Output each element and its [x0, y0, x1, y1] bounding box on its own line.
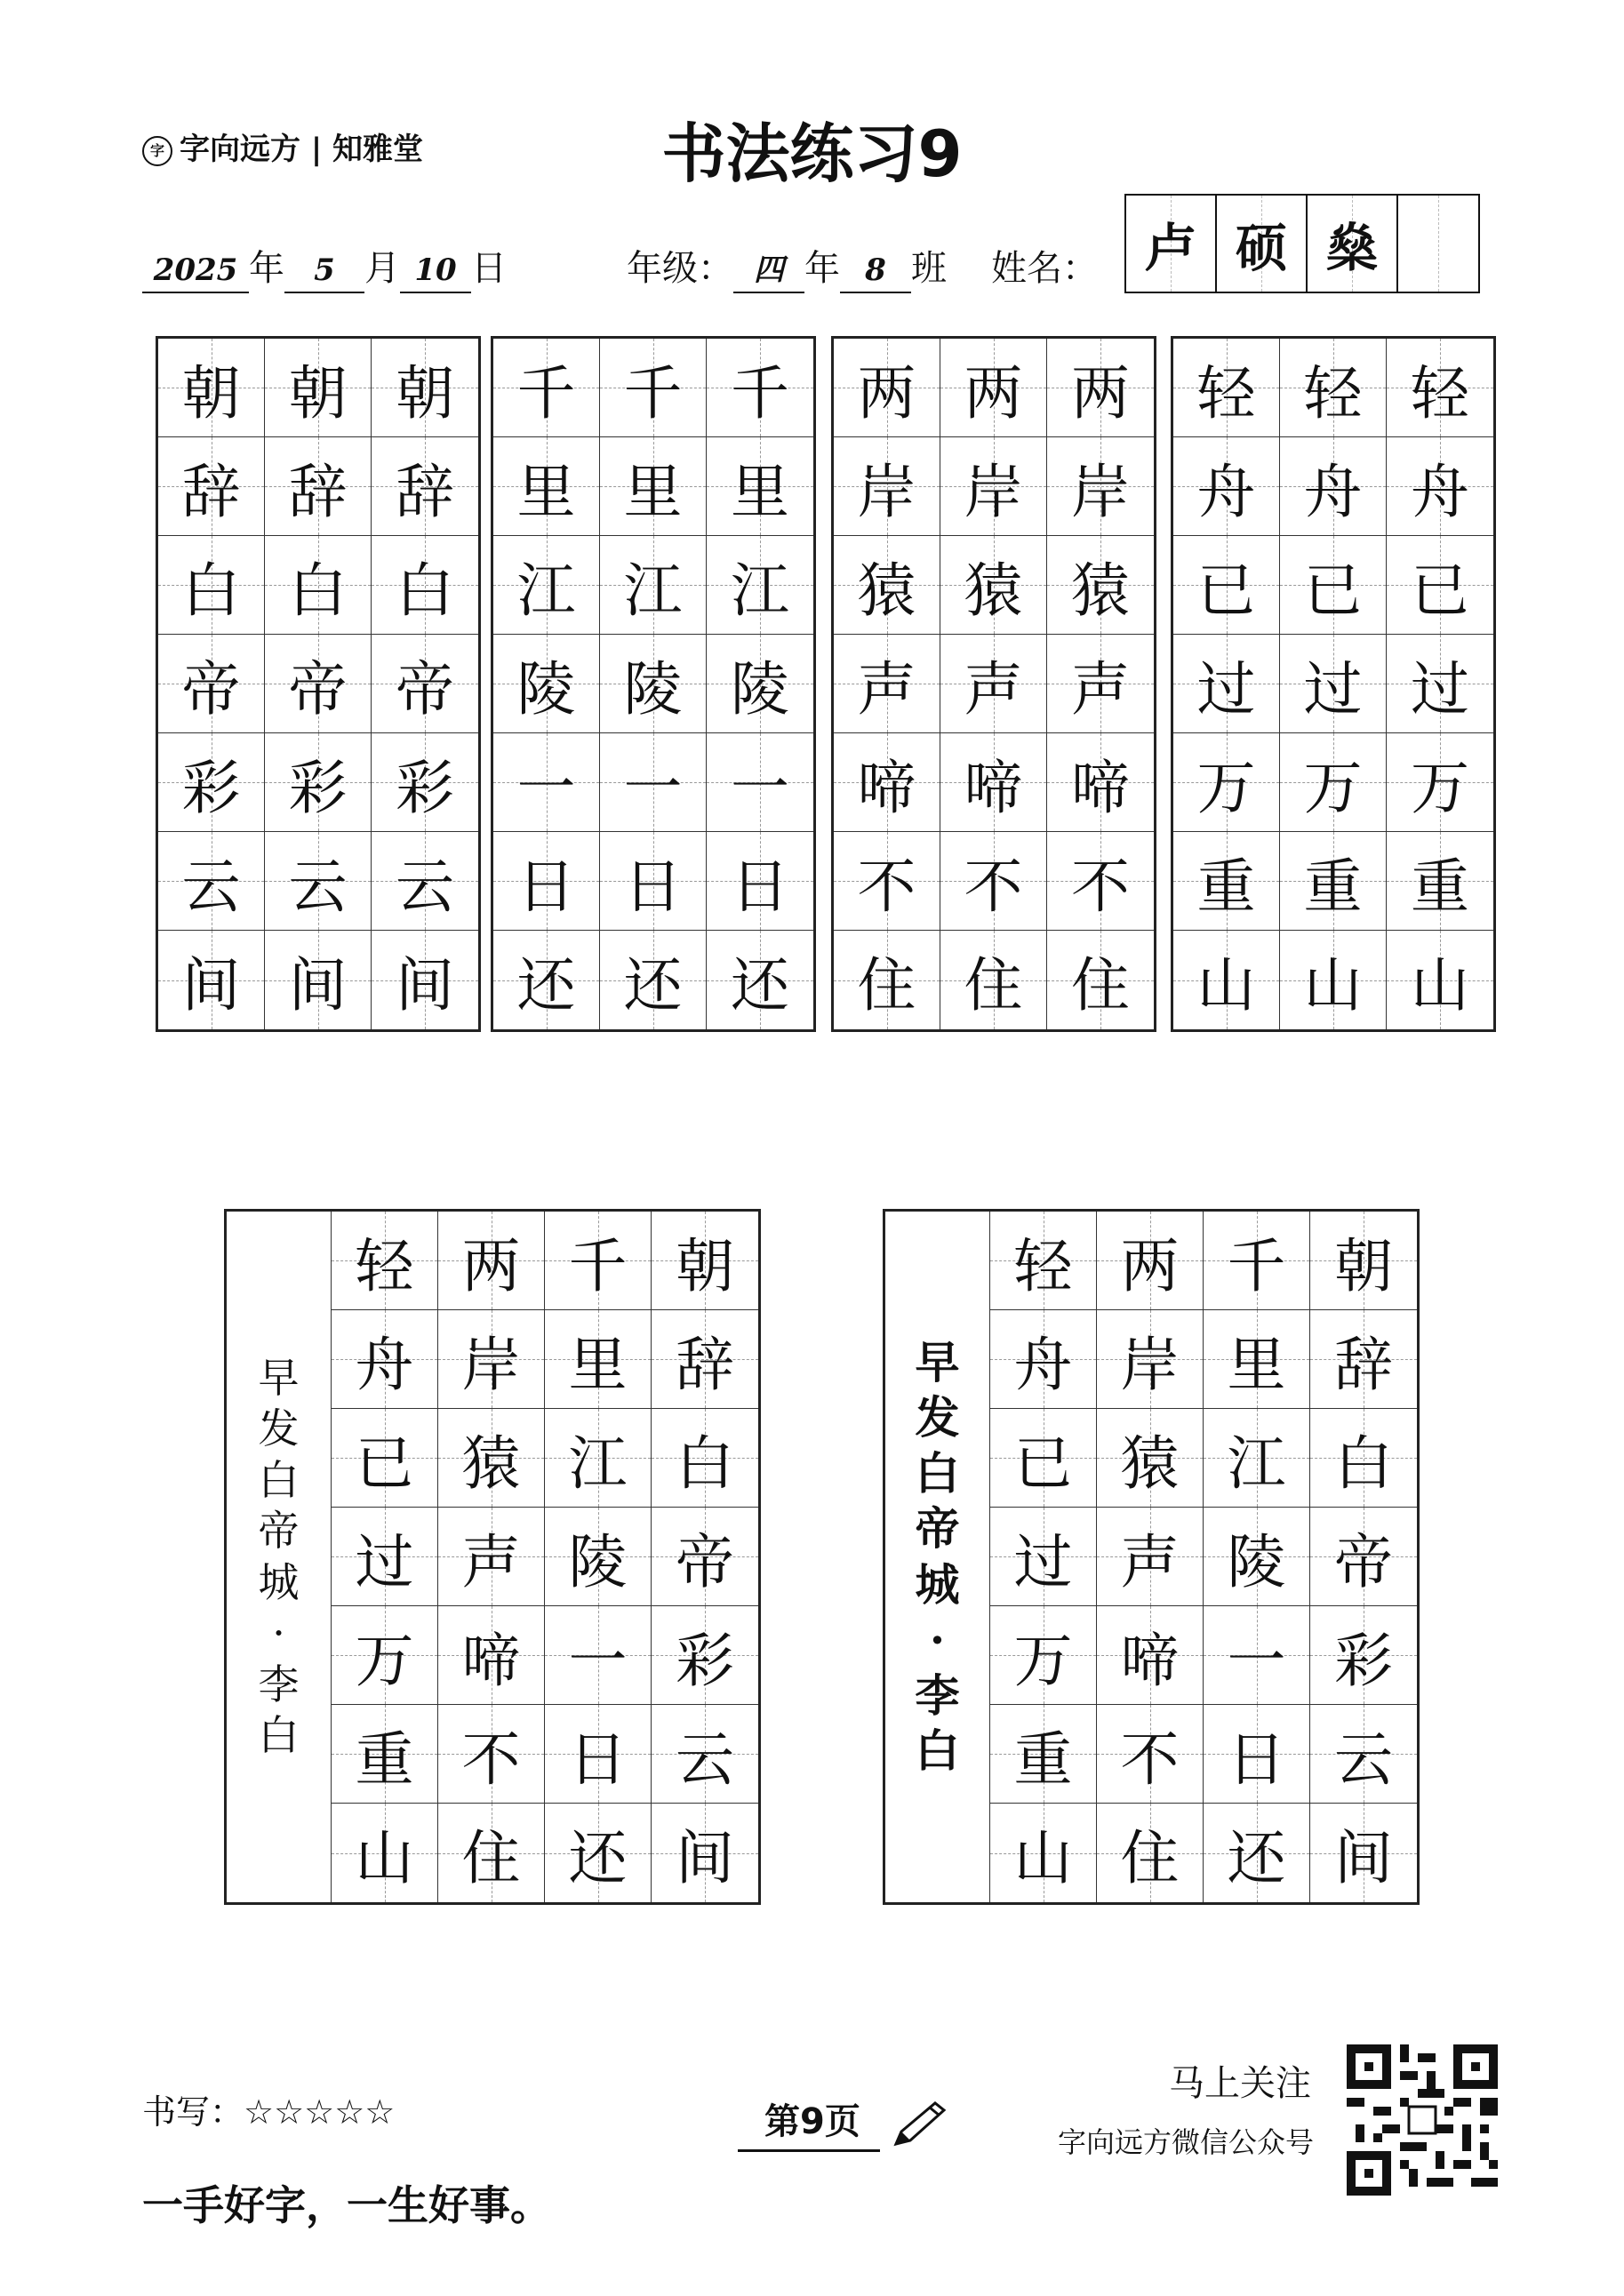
poem-cell: 一 [1204, 1606, 1310, 1705]
practice-cell: 过 [1173, 635, 1280, 733]
brand-text: 字向远方 | 知雅堂 [180, 132, 424, 167]
poem-cell: 啼 [438, 1606, 545, 1705]
practice-cell: 江 [600, 536, 707, 635]
poem-cell: 江 [545, 1409, 652, 1508]
practice-cell: 日 [600, 832, 707, 931]
poem-cell: 帝 [652, 1508, 758, 1606]
poem-cell: 声 [1097, 1508, 1204, 1606]
practice-cell: 千 [493, 339, 600, 437]
poem-block [224, 1209, 761, 1905]
poem-cell: 已 [332, 1409, 438, 1508]
poem-title-char: 白 [258, 1455, 300, 1504]
day-label: 日 [471, 248, 507, 289]
poem-cell: 陵 [1204, 1508, 1310, 1606]
poem-cell: 岸 [1097, 1310, 1204, 1409]
poem-cell: 啼 [1097, 1606, 1204, 1705]
poem-cell: 轻 [990, 1212, 1097, 1310]
poem-title-char: 白 [258, 1711, 300, 1759]
name-char: 硕 [1217, 196, 1308, 292]
poem-title-char: 帝 [915, 1502, 960, 1555]
practice-cell: 重 [1173, 832, 1280, 931]
practice-cell: 日 [707, 832, 813, 931]
poem-cell: 江 [1204, 1409, 1310, 1508]
practice-cell: 万 [1387, 733, 1493, 832]
practice-cell: 千 [707, 339, 813, 437]
rating-label: 书写： [142, 2092, 244, 2132]
practice-cell: 万 [1173, 733, 1280, 832]
practice-cell: 彩 [158, 733, 265, 832]
wechat-text: 字向远方微信公众号 [1058, 2125, 1315, 2159]
poem-cell: 帝 [1310, 1508, 1417, 1606]
practice-cell: 山 [1173, 931, 1280, 1029]
practice-cell: 啼 [1047, 733, 1154, 832]
poem-cell: 舟 [332, 1310, 438, 1409]
practice-cell: 彩 [372, 733, 478, 832]
practice-cell: 两 [1047, 339, 1154, 437]
practice-cell: 还 [600, 931, 707, 1029]
poem-cell: 间 [652, 1804, 758, 1902]
poem-cell: 住 [1097, 1804, 1204, 1902]
poem-cell: 云 [1310, 1705, 1417, 1804]
poem-title-char: 李 [915, 1668, 960, 1722]
practice-cell: 猿 [834, 536, 940, 635]
poem-cell: 白 [652, 1409, 758, 1508]
name-char [1398, 196, 1478, 292]
practice-cell: 过 [1280, 635, 1387, 733]
practice-cell: 舟 [1173, 437, 1280, 536]
poem-title-char: 发 [258, 1404, 300, 1452]
poem-title-char: 李 [258, 1660, 300, 1708]
date-line [142, 240, 507, 293]
poem-title-char: 发 [915, 1391, 960, 1444]
poem-block [883, 1209, 1420, 1905]
class-label: 班 [911, 248, 947, 289]
practice-cell: 重 [1280, 832, 1387, 931]
practice-cell: 声 [1047, 635, 1154, 733]
poem-cell: 里 [1204, 1310, 1310, 1409]
poem-cell: 日 [1204, 1705, 1310, 1804]
practice-block [1171, 336, 1496, 1032]
poem-title [885, 1212, 990, 1902]
poem-title-char: · [929, 1613, 946, 1666]
practice-cell: 住 [940, 931, 1047, 1029]
practice-cell: 轻 [1173, 339, 1280, 437]
practice-cell: 已 [1387, 536, 1493, 635]
poem-cell: 辞 [652, 1310, 758, 1409]
practice-cell: 辞 [158, 437, 265, 536]
pen-icon [889, 2098, 951, 2155]
practice-cell: 重 [1387, 832, 1493, 931]
practice-cell: 辞 [372, 437, 478, 536]
practice-cell: 间 [158, 931, 265, 1029]
practice-cell: 住 [834, 931, 940, 1029]
practice-cell: 岸 [940, 437, 1047, 536]
practice-cell: 山 [1280, 931, 1387, 1029]
poem-title-char: 帝 [258, 1507, 300, 1555]
name-box [1124, 194, 1480, 293]
poem-cell: 千 [545, 1212, 652, 1310]
practice-cell: 啼 [940, 733, 1047, 832]
poem-cell: 过 [990, 1508, 1097, 1606]
practice-cell: 千 [600, 339, 707, 437]
practice-cell: 江 [707, 536, 813, 635]
practice-cell: 云 [265, 832, 372, 931]
practice-cell: 辞 [265, 437, 372, 536]
poem-cell: 两 [1097, 1212, 1204, 1310]
practice-cell: 朝 [265, 339, 372, 437]
poem-cell: 住 [438, 1804, 545, 1902]
page-number: 第9页 [764, 2101, 860, 2142]
practice-cell: 声 [940, 635, 1047, 733]
poem-cell: 山 [990, 1804, 1097, 1902]
poem-cell: 两 [438, 1212, 545, 1310]
practice-cell: 轻 [1387, 339, 1493, 437]
class-value: 8 [840, 249, 911, 293]
poem-cell: 猿 [438, 1409, 545, 1508]
practice-cell: 帝 [265, 635, 372, 733]
practice-cell: 白 [372, 536, 478, 635]
poem-cell: 彩 [1310, 1606, 1417, 1705]
practice-cell: 间 [265, 931, 372, 1029]
poem-cell: 里 [545, 1310, 652, 1409]
poem-cell: 岸 [438, 1310, 545, 1409]
practice-cell: 舟 [1280, 437, 1387, 536]
practice-cell: 朝 [372, 339, 478, 437]
name-char: 卢 [1126, 196, 1217, 292]
practice-cell: 住 [1047, 931, 1154, 1029]
poem-cell: 还 [545, 1804, 652, 1902]
practice-cell: 舟 [1387, 437, 1493, 536]
month-label: 月 [364, 248, 400, 289]
page-underline [738, 2149, 880, 2152]
practice-cell: 朝 [158, 339, 265, 437]
practice-cell: 猿 [940, 536, 1047, 635]
practice-cell: 日 [493, 832, 600, 931]
practice-cell: 还 [493, 931, 600, 1029]
poem-cell: 重 [332, 1705, 438, 1804]
poem-cell: 不 [1097, 1705, 1204, 1804]
poem-title-char: 早 [258, 1353, 300, 1402]
poem-cell: 万 [990, 1606, 1097, 1705]
practice-cell: 里 [707, 437, 813, 536]
poem-cell: 日 [545, 1705, 652, 1804]
follow-text: 马上关注 [1169, 2063, 1311, 2104]
practice-cell: 轻 [1280, 339, 1387, 437]
practice-cell: 白 [158, 536, 265, 635]
poem-cell: 千 [1204, 1212, 1310, 1310]
poem-cell: 辞 [1310, 1310, 1417, 1409]
day-value: 10 [400, 249, 471, 293]
practice-cell: 彩 [265, 733, 372, 832]
practice-cell: 一 [600, 733, 707, 832]
practice-cell: 两 [940, 339, 1047, 437]
month-value: 5 [284, 249, 364, 293]
practice-cell: 啼 [834, 733, 940, 832]
poem-title-char: 城 [915, 1557, 960, 1611]
practice-cell: 间 [372, 931, 478, 1029]
poem-cell: 彩 [652, 1606, 758, 1705]
practice-cell: 过 [1387, 635, 1493, 733]
practice-cell: 云 [372, 832, 478, 931]
practice-cell: 已 [1280, 536, 1387, 635]
practice-cell: 里 [493, 437, 600, 536]
page-title: 书法练习9 [661, 116, 963, 191]
poem-cell: 还 [1204, 1804, 1310, 1902]
practice-cell: 猿 [1047, 536, 1154, 635]
practice-cell: 声 [834, 635, 940, 733]
practice-cell: 已 [1173, 536, 1280, 635]
grade-value: 四 [733, 249, 804, 293]
poem-title [227, 1212, 332, 1902]
practice-cell: 云 [158, 832, 265, 931]
motto: 一手好字，一生好事。 [142, 2181, 551, 2229]
practice-cell: 陵 [707, 635, 813, 733]
practice-block [831, 336, 1156, 1032]
year-value: 2025 [142, 249, 249, 293]
name-char: 燊 [1308, 196, 1398, 292]
practice-cell: 还 [707, 931, 813, 1029]
poem-cell: 轻 [332, 1212, 438, 1310]
practice-cell: 岸 [834, 437, 940, 536]
grade-line [627, 240, 1098, 293]
practice-cell: 一 [493, 733, 600, 832]
poem-title-char: 白 [915, 1724, 960, 1777]
poem-cell: 白 [1310, 1409, 1417, 1508]
poem-cell: 重 [990, 1705, 1097, 1804]
poem-cell: 猿 [1097, 1409, 1204, 1508]
poem-title-char: 早 [915, 1335, 960, 1388]
practice-block [156, 336, 481, 1032]
practice-cell: 山 [1387, 931, 1493, 1029]
poem-cell: 陵 [545, 1508, 652, 1606]
practice-cell: 白 [265, 536, 372, 635]
practice-cell: 陵 [493, 635, 600, 733]
practice-cell: 不 [834, 832, 940, 931]
practice-block [491, 336, 816, 1032]
rating [142, 2084, 395, 2133]
grade-label: 年级： [627, 248, 733, 289]
poem-title-char: 城 [258, 1557, 300, 1606]
poem-title-char: 白 [915, 1446, 960, 1500]
rating-stars: ☆☆☆☆☆ [244, 2092, 396, 2132]
practice-cell: 江 [493, 536, 600, 635]
practice-cell: 不 [940, 832, 1047, 931]
poem-cell: 过 [332, 1508, 438, 1606]
practice-cell: 万 [1280, 733, 1387, 832]
poem-cell: 间 [1310, 1804, 1417, 1902]
poem-cell: 山 [332, 1804, 438, 1902]
poem-cell: 朝 [652, 1212, 758, 1310]
poem-title-char: · [272, 1609, 285, 1657]
poem-cell: 云 [652, 1705, 758, 1804]
practice-cell: 两 [834, 339, 940, 437]
seal-icon: 字 [142, 136, 172, 166]
practice-cell: 里 [600, 437, 707, 536]
practice-cell: 一 [707, 733, 813, 832]
practice-cell: 岸 [1047, 437, 1154, 536]
year-label: 年 [249, 248, 284, 289]
poem-cell: 不 [438, 1705, 545, 1804]
poem-cell: 一 [545, 1606, 652, 1705]
practice-cell: 帝 [372, 635, 478, 733]
grade-suffix: 年 [804, 248, 840, 289]
poem-cell: 舟 [990, 1310, 1097, 1409]
practice-cell: 陵 [600, 635, 707, 733]
poem-cell: 朝 [1310, 1212, 1417, 1310]
name-label: 姓名： [991, 248, 1098, 289]
poem-cell: 已 [990, 1409, 1097, 1508]
poem-cell: 声 [438, 1508, 545, 1606]
practice-cell: 不 [1047, 832, 1154, 931]
practice-cell: 帝 [158, 635, 265, 733]
qr-code-icon [1347, 2044, 1498, 2196]
poem-cell: 万 [332, 1606, 438, 1705]
